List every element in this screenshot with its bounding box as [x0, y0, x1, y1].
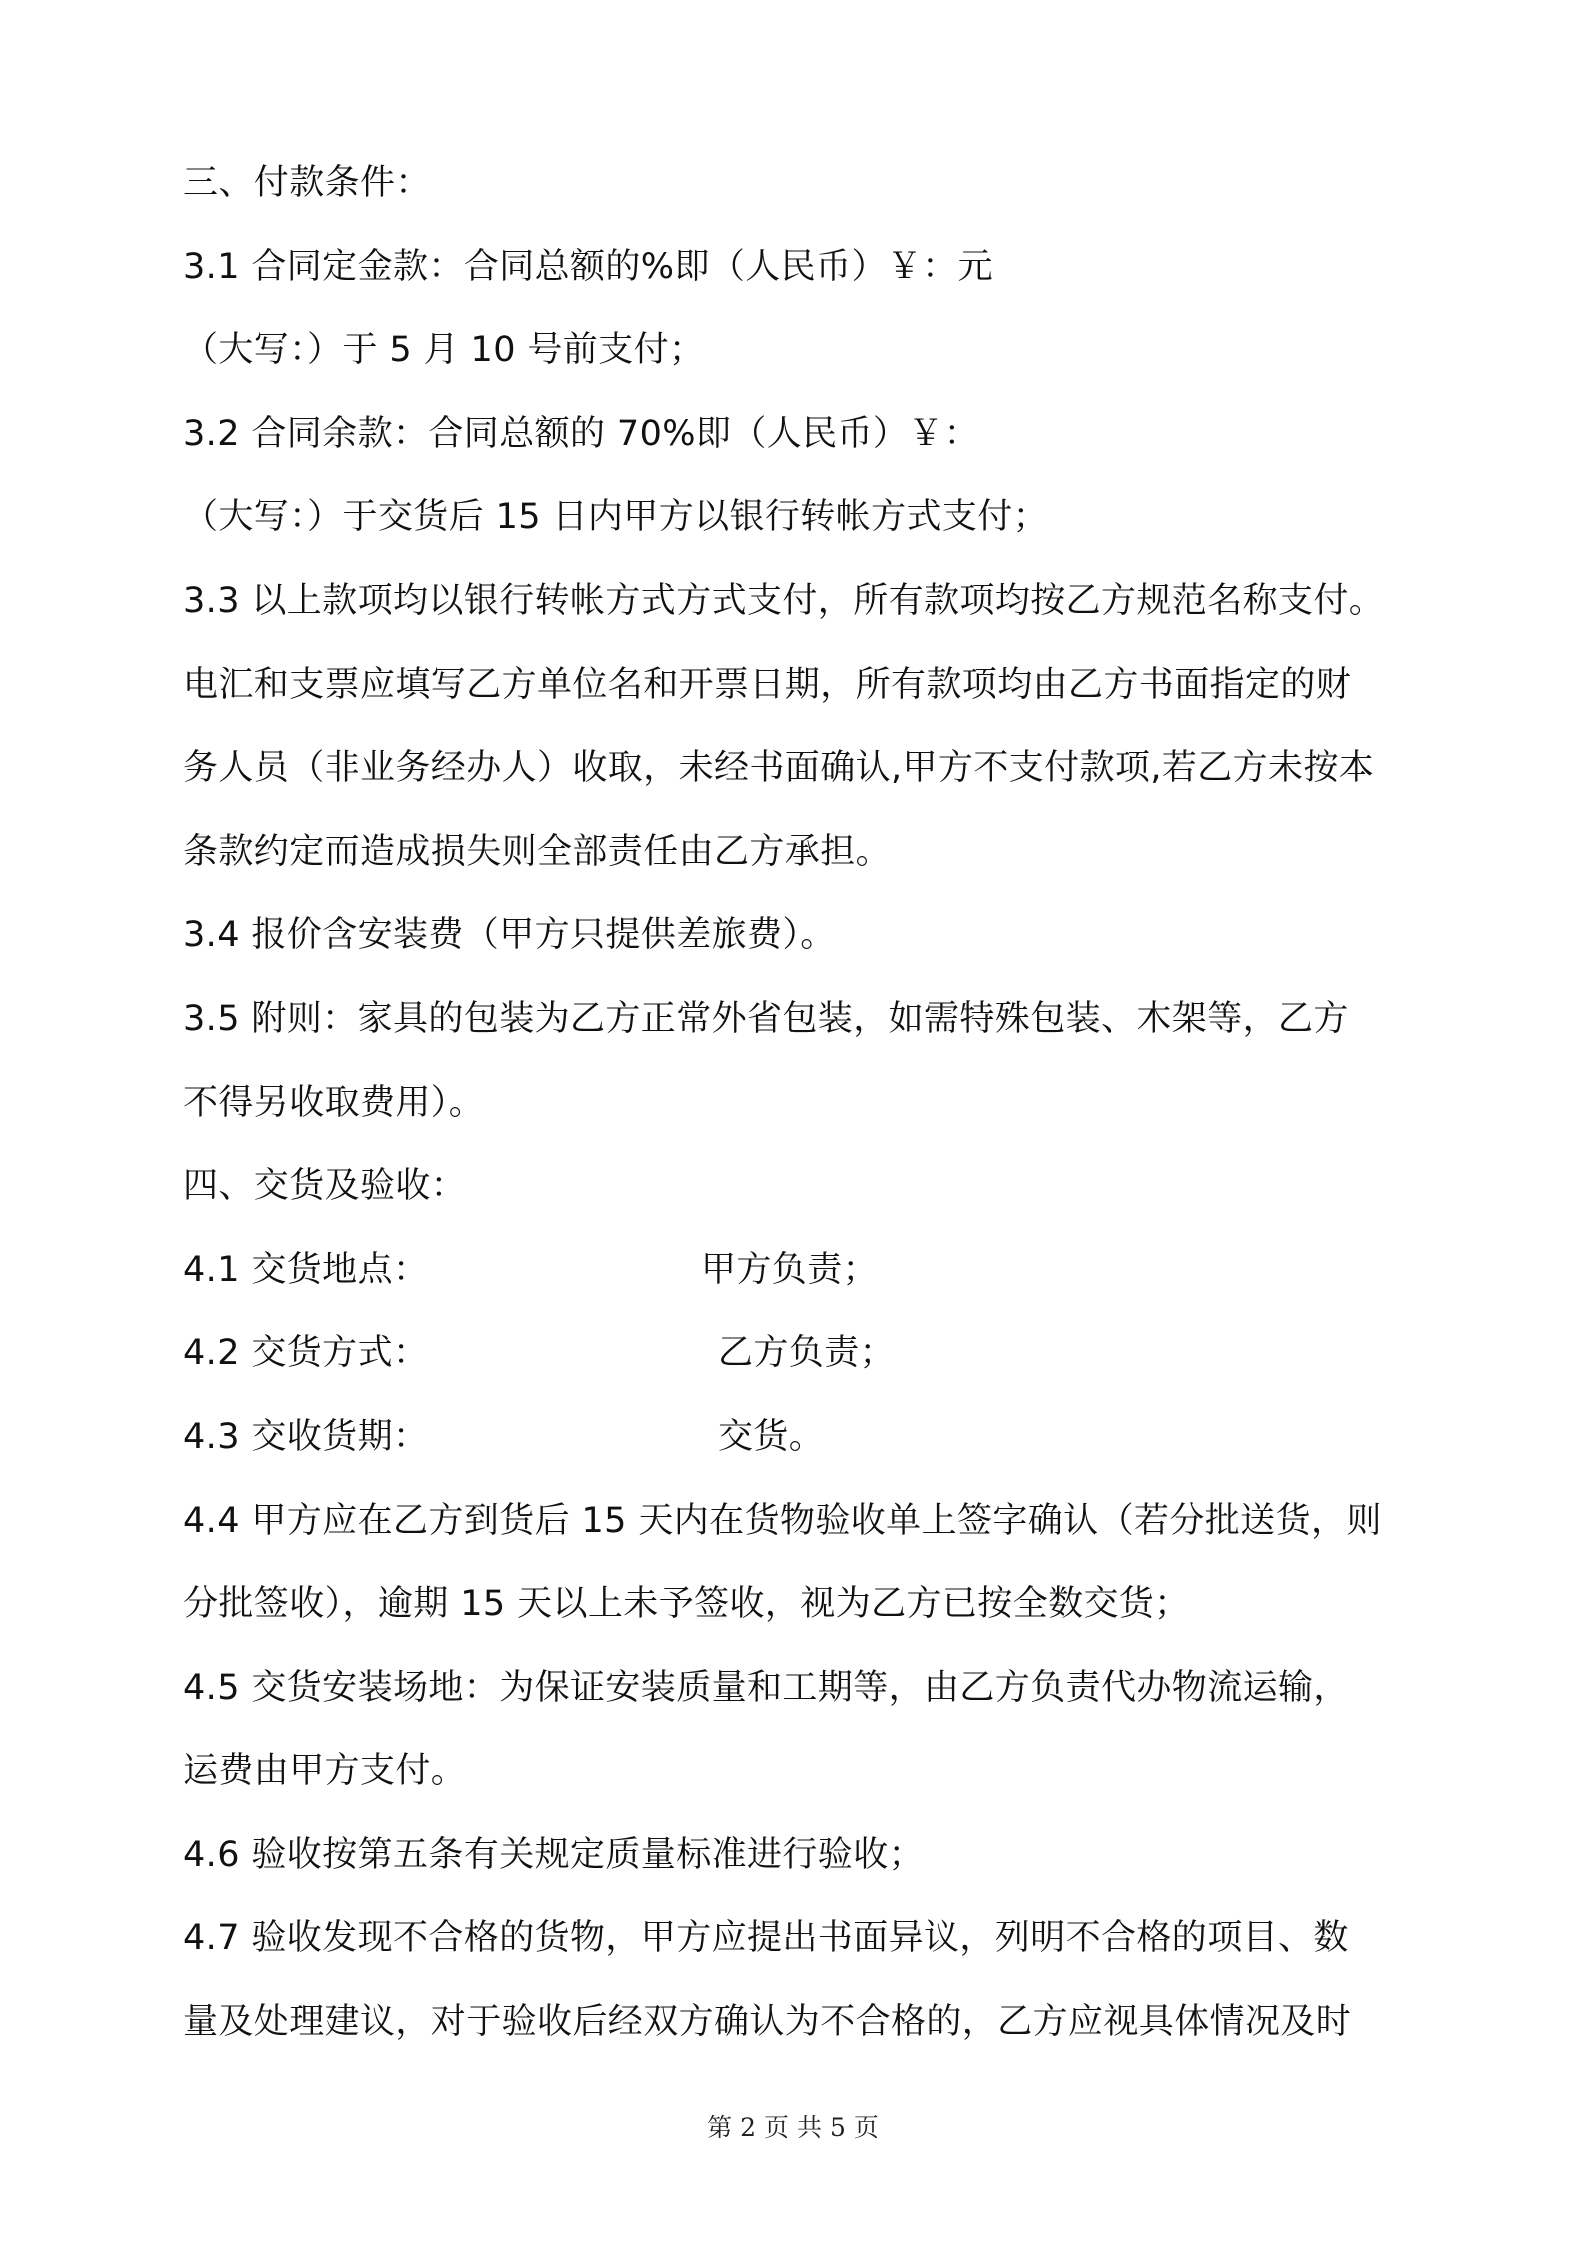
page-footer	[0, 2112, 1586, 2144]
clause-4-1-label: 4.1 交货地点：	[183, 1249, 429, 1290]
clause-3-1-deposit-words: （大写：）于 5 月 10 号前支付；	[183, 330, 705, 371]
clause-4-5-line-1: 4.5 交货安装场地：为保证安装质量和工期等，由乙方负责代办物流运输，	[183, 1667, 1349, 1708]
current-page-number: 2	[740, 2113, 756, 2142]
clause-3-2-balance-words: （大写：）于交货后 15 日内甲方以银行转帐方式支付；	[183, 497, 1049, 538]
clause-3-3-line-1: 3.3 以上款项均以银行转帐方式方式支付，所有款项均按乙方规范名称支付。	[183, 580, 1385, 621]
clause-4-1-value: 甲方负责；	[701, 1249, 879, 1290]
clause-3-1-deposit: 3.1 合同定金款：合同总额的%即（人民币）￥：元	[183, 246, 994, 287]
footer-suffix: 页	[853, 2113, 879, 2142]
clause-4-4-line-1: 4.4 甲方应在乙方到货后 15 天内在货物验收单上签字确认（若分批送货，则	[183, 1500, 1382, 1541]
footer-page-word: 页	[763, 2113, 789, 2142]
delivery-section-heading: 四、交货及验收：	[183, 1166, 467, 1207]
clause-3-3-line-3: 务人员（非业务经办人）收取，未经书面确认,甲方不支付款项,若乙方未按本	[183, 748, 1375, 789]
clause-4-1-place	[183, 1229, 1433, 1313]
clause-4-3-label: 4.3 交收货期：	[183, 1416, 429, 1457]
clause-4-6-standard: 4.6 验收按第五条有关规定质量标准进行验收；	[183, 1834, 924, 1875]
clause-4-4-line-2: 分批签收），逾期 15 天以上未予签收，视为乙方已按全数交货；	[183, 1584, 1190, 1625]
clause-3-2-balance: 3.2 合同余款：合同总额的 70%即（人民币）￥：	[183, 413, 980, 454]
footer-prefix: 第	[707, 2113, 733, 2142]
total-pages-number: 5	[830, 2113, 846, 2142]
clause-3-5-line-1: 3.5 附则：家具的包装为乙方正常外省包装，如需特殊包装、木架等，乙方	[183, 998, 1349, 1039]
footer-total-word: 共	[797, 2113, 823, 2142]
contract-body	[183, 142, 1433, 2065]
clause-4-5-line-2: 运费由甲方支付。	[183, 1751, 467, 1792]
clause-4-3-period	[183, 1396, 1433, 1480]
clause-3-3-line-2: 电汇和支票应填写乙方单位名和开票日期，所有款项均由乙方书面指定的财	[183, 664, 1352, 705]
clause-4-2-value: 乙方负责；	[718, 1333, 896, 1374]
clause-4-3-value: 交货。	[718, 1416, 825, 1457]
clause-4-7-line-1: 4.7 验收发现不合格的货物，甲方应提出书面异议，列明不合格的项目、数	[183, 1918, 1349, 1959]
payment-section-heading: 三、付款条件：	[183, 163, 431, 203]
clause-3-4-quote: 3.4 报价含安装费（甲方只提供差旅费）。	[183, 915, 836, 956]
clause-3-3-line-4: 条款约定而造成损失则全部责任由乙方承担。	[183, 831, 892, 872]
clause-3-5-line-2: 不得另收取费用）。	[183, 1082, 485, 1123]
clause-4-2-label: 4.2 交货方式：	[183, 1333, 429, 1374]
clause-4-7-line-2: 量及处理建议，对于验收后经双方确认为不合格的，乙方应视具体情况及时	[183, 2002, 1352, 2043]
clause-4-2-method	[183, 1312, 1433, 1396]
